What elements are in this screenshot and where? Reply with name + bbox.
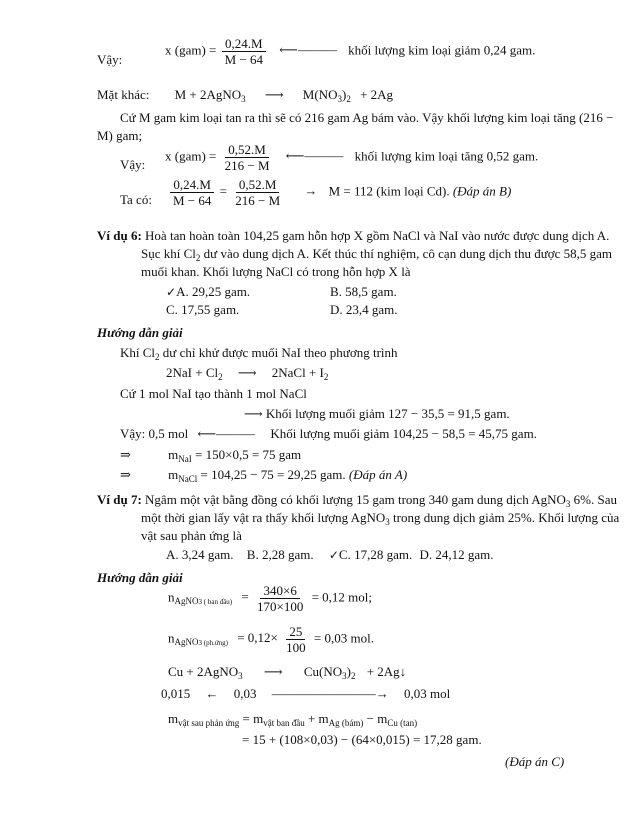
text: 6%. Sau — [570, 492, 617, 507]
solution-line-4 — [120, 426, 537, 441]
sub: vật sau phản ứng — [178, 718, 240, 728]
text: Ngâm một vật bằng đồng có khối lượng 15 gam trong 340 gam dung dịch AgNO — [145, 492, 566, 507]
left-arrow-icon: ⟵——— — [279, 42, 337, 58]
text: khối lượng kim loại giảm 0,24 gam. — [348, 42, 536, 58]
eq-part: + 2Ag — [360, 87, 394, 102]
denominator: 216 − M — [235, 193, 281, 208]
fraction-right — [232, 177, 283, 208]
left-arrow-icon: ⟵——— — [285, 148, 344, 164]
eq-part: Cu + 2AgNO — [168, 664, 239, 679]
left-arrow-icon: ⟵——— — [197, 426, 256, 441]
sub: 2 — [323, 372, 329, 382]
solution-line-3 — [244, 406, 510, 421]
option-d: D. 24,12 gam. — [419, 547, 494, 562]
text: một thời gian lấy vật ra thấy khối lượng AgNO — [141, 510, 386, 525]
numerator: 25 — [286, 624, 305, 640]
text: = 150×0,5 = 75 gam — [191, 447, 302, 462]
line-2 — [97, 87, 393, 102]
check-icon: ✓ — [328, 548, 339, 562]
eq-part: ) — [346, 664, 351, 679]
example-7-line-3: vật sau phản ứng là — [141, 528, 242, 543]
sub: 3 — [385, 517, 390, 527]
equals: = 0,12× — [237, 630, 278, 646]
example-label: Ví dụ 6: — [97, 228, 142, 243]
sub: 2 — [346, 94, 351, 104]
text: Khối lượng muối giảm 104,25 − 58,5 = 45,75 gam. — [270, 426, 537, 441]
sub: 2 — [155, 352, 160, 362]
x-gam: x (gam) = — [165, 42, 217, 58]
text: Khối lượng muối giảm 127 − 35,5 = 91,5 gam. — [262, 406, 510, 421]
reaction-1 — [166, 365, 328, 380]
answer: (Đáp án A) — [348, 467, 408, 482]
n-agno3-reacted — [168, 624, 374, 655]
sub: 2 — [195, 253, 201, 263]
mass-equation-1 — [168, 711, 417, 726]
long-right-arrow-icon: ————————→ — [271, 686, 389, 701]
sub: NaI — [178, 454, 192, 464]
mole-ratio — [161, 686, 450, 701]
example-7-line-1 — [97, 492, 617, 507]
sub: 3 — [342, 671, 347, 681]
mass-equation-2: = 15 + (108×0,03) − (64×0,015) = 17,28 gam. — [242, 732, 482, 747]
reaction-2 — [168, 664, 406, 679]
eq-part: Cu(NO — [303, 664, 343, 679]
option-text: A. 29,25 gam. — [176, 284, 251, 299]
denominator: M − 64 — [224, 52, 264, 67]
text: m — [168, 711, 179, 726]
numerator: 0,52.M — [225, 142, 269, 158]
text: Vậy: 0,5 mol — [120, 426, 189, 441]
implies-icon: ⇒ — [120, 467, 131, 482]
value: 0,015 — [161, 686, 191, 701]
sub: (ph.ứng) — [202, 639, 228, 648]
text: = — [239, 711, 254, 726]
fraction-left — [170, 177, 214, 208]
text: n — [168, 630, 175, 646]
check-icon: ✓ — [166, 285, 177, 299]
eq-part: 2NaCl + I — [271, 365, 324, 380]
numerator: 0,24.M — [170, 177, 214, 193]
sub: 2 — [350, 671, 356, 681]
solution-line-2: Cứ 1 mol NaI tạo thành 1 mol NaCl — [120, 386, 307, 401]
sub: 3 — [198, 598, 202, 607]
text: − m — [363, 711, 388, 726]
equals: = — [241, 589, 249, 605]
label-mat-khac: Mặt khác: — [97, 87, 150, 102]
example-6-line-3: muối khan. Khối lượng NaCl có trong hỗn hợp X là — [141, 264, 411, 279]
solution-2-title: Hướng dẫn giải — [97, 570, 183, 585]
text: Sục khí Cl — [141, 246, 196, 261]
denominator: 170×100 — [256, 599, 304, 614]
text: dư chỉ khử được muối NaI theo phương trình — [159, 345, 398, 360]
implies-icon: ⇒ — [120, 447, 131, 462]
option-c: C. 17,28 gam. — [338, 547, 413, 562]
fraction-052 — [222, 142, 273, 173]
solution-title: Hướng dẫn giải — [97, 325, 183, 340]
sub: 3 — [565, 499, 571, 509]
line-4-label: Vậy: — [120, 157, 146, 172]
example-7-options — [166, 547, 494, 563]
example-6-line-1 — [97, 228, 609, 243]
x-gam: x (gam) = — [165, 148, 217, 164]
numerator: 0,24.M — [222, 36, 266, 52]
example-6-line-2 — [141, 246, 612, 261]
line-3b: M) gam; — [97, 128, 143, 143]
sub: 3 — [241, 94, 246, 104]
sub: ( ban đầu) — [202, 598, 233, 607]
option-d: D. 23,4 gam. — [330, 302, 398, 317]
solution-line-1 — [120, 345, 398, 360]
text: + m — [304, 711, 329, 726]
text: m — [168, 447, 179, 462]
sub: AgNO — [174, 637, 199, 648]
equals: = — [219, 183, 227, 199]
option-c: C. 17,55 gam. — [166, 302, 240, 317]
right-arrow-icon: ⟶ — [237, 365, 257, 380]
denominator: M − 64 — [173, 193, 212, 208]
right-arrow-icon: ⟶ — [244, 406, 263, 421]
value: 0,03 — [233, 686, 257, 701]
solution-line-6 — [120, 467, 407, 482]
denominator: 216 − M — [224, 158, 270, 173]
answer-c: (Đáp án C) — [505, 754, 565, 769]
line-5-formula — [168, 177, 511, 208]
text: khối lượng kim loại tăng 0,52 gam. — [354, 148, 539, 164]
option-a: A. 3,24 gam. — [166, 547, 234, 562]
result: = 0,03 mol. — [313, 630, 374, 646]
fraction-n2 — [283, 624, 309, 655]
label-vay: Vậy: — [97, 52, 123, 67]
sub: 2 — [218, 372, 223, 382]
numerator: 340×6 — [260, 583, 299, 599]
right-arrow-icon: ⟶ — [263, 664, 283, 679]
sub: 3 — [198, 639, 202, 648]
fraction-n1 — [254, 583, 306, 614]
n-agno3-initial — [168, 583, 372, 614]
eq-part: + 2Ag↓ — [366, 664, 407, 679]
example-label: Ví dụ 7: — [97, 492, 142, 507]
option-b: B. 58,5 gam. — [330, 284, 397, 299]
eq-part: M(NO — [302, 87, 338, 102]
sub: 3 — [337, 94, 342, 104]
eq-part: 2NaI + Cl — [166, 365, 219, 380]
sub: 3 — [238, 671, 243, 681]
sub: Cu (tan) — [387, 718, 418, 728]
sub: AgNO — [174, 596, 199, 607]
numerator: 0,52.M — [236, 177, 280, 193]
text: m — [168, 467, 179, 482]
left-arrow-icon: ← — [205, 686, 219, 701]
option-b: B. 2,28 gam. — [246, 547, 314, 562]
line-1-formula — [165, 36, 535, 67]
text: Hoà tan hoàn toàn 104,25 gam hỗn hợp X gồm NaCl và NaI vào nước được dung dịch A. — [145, 228, 610, 243]
denominator: 100 — [286, 640, 306, 655]
right-arrow-icon: ⟶ — [264, 87, 284, 102]
result: M = 112 (kim loại Cd). — [328, 183, 450, 199]
text: n — [168, 589, 175, 605]
example-7-line-2 — [141, 510, 619, 525]
answer: (Đáp án B) — [452, 183, 512, 199]
line-1 — [97, 52, 122, 67]
text: Khí Cl — [120, 345, 156, 360]
solution-line-5 — [120, 447, 301, 462]
result: = 0,12 mol; — [311, 589, 372, 605]
line-4-formula — [165, 142, 538, 173]
fraction-024 — [222, 36, 266, 67]
sub: NaCl — [178, 474, 198, 484]
text: dư vào dung dịch A. Kết thúc thí nghiệm, cô cạn dung dịch thu được 58,5 gam — [200, 246, 613, 261]
eq-part: ) — [341, 87, 347, 102]
text: m — [253, 711, 264, 726]
line-5-label: Ta có: — [120, 192, 152, 207]
option-a — [166, 284, 250, 300]
sub: Ag (bám) — [328, 718, 364, 728]
right-arrow-icon: → — [304, 183, 318, 199]
sub: vật ban đầu — [263, 718, 305, 728]
text: trong dung dịch giảm 25%. Khối lượng của — [389, 510, 620, 525]
value: 0,03 mol — [404, 686, 451, 701]
text: = 104,25 − 75 = 29,25 gam. — [197, 467, 346, 482]
line-3: Cứ M gam kim loại tan ra thì sẽ có 216 gam Ag bám vào. Vậy khối lượng kim loại tăng (216 − — [120, 110, 614, 125]
eq-part: M + 2AgNO — [174, 87, 242, 102]
